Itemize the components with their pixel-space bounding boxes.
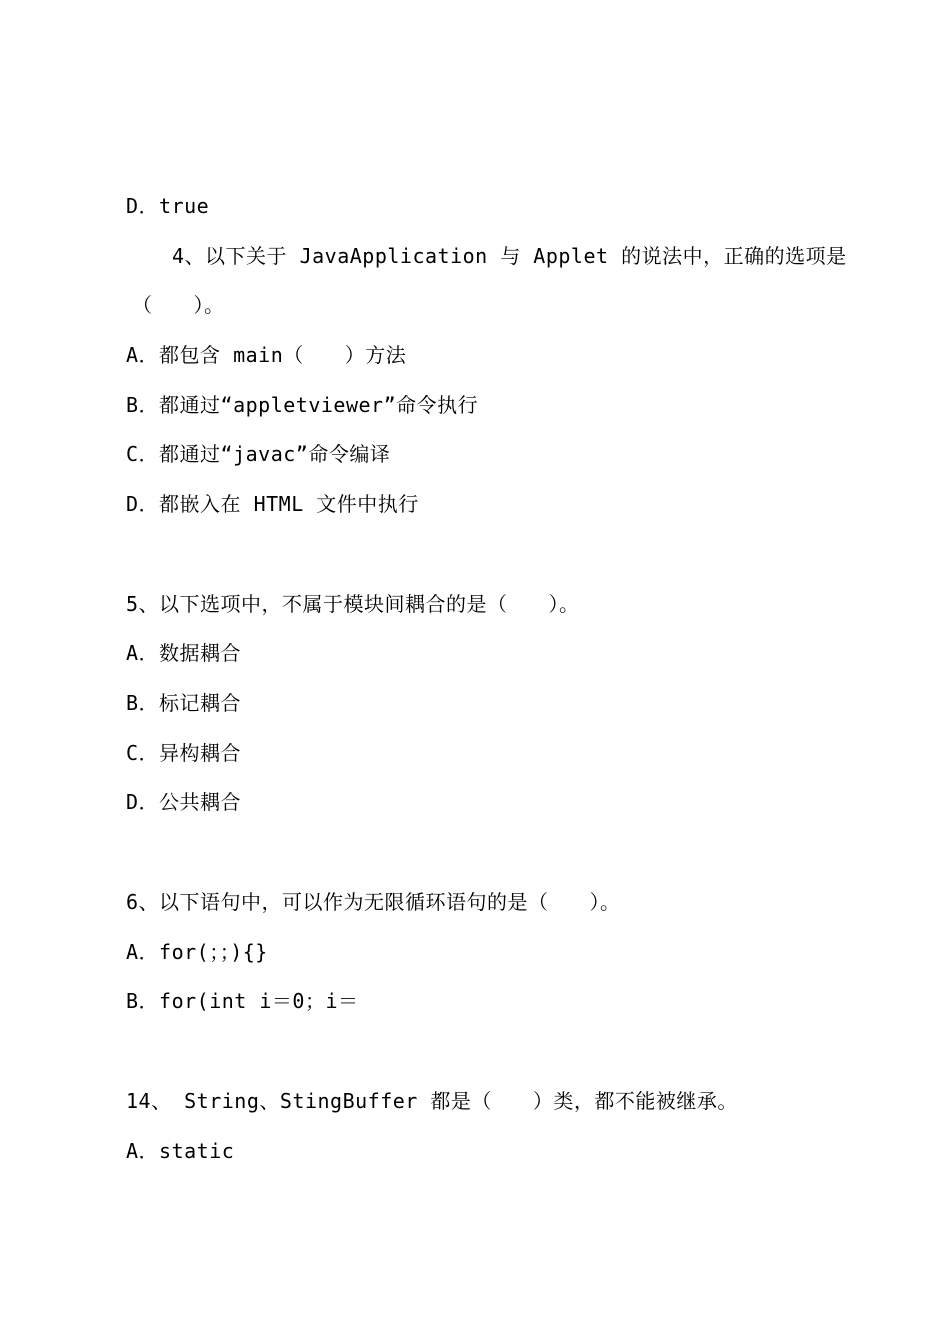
q5-option-b: B．标记耦合: [126, 691, 242, 715]
q14-stem: 14、 String、StingBuffer 都是（ ）类，都不能被继承。: [126, 1089, 738, 1113]
q4-option-c: C．都通过“javac”命令编译: [126, 442, 391, 466]
q6-stem: 6、以下语句中，可以作为无限循环语句的是（ ）。: [126, 890, 621, 914]
q3-option-d: D．true: [126, 194, 210, 218]
q5-stem: 5、以下选项中，不属于模块间耦合的是（ ）。: [126, 592, 580, 616]
q6-option-a: A．for(；；){}: [126, 940, 268, 964]
q4-stem-line1: 4、以下关于 JavaApplication 与 Applet 的说法中，正确的选项是: [172, 244, 847, 268]
q4-option-d: D．都嵌入在 HTML 文件中执行: [126, 492, 419, 516]
q14-option-a: A．static: [126, 1139, 235, 1163]
q4-stem-line2: （ ）。: [132, 293, 225, 317]
q5-option-a: A．数据耦合: [126, 641, 242, 665]
q4-option-a: A．都包含 main（ ）方法: [126, 343, 407, 367]
q6-option-b: B．for(int i＝0；i＝: [126, 989, 359, 1013]
q5-option-c: C．异构耦合: [126, 741, 242, 765]
q5-option-d: D．公共耦合: [126, 790, 242, 814]
q4-option-b: B．都通过“appletviewer”命令执行: [126, 393, 479, 417]
